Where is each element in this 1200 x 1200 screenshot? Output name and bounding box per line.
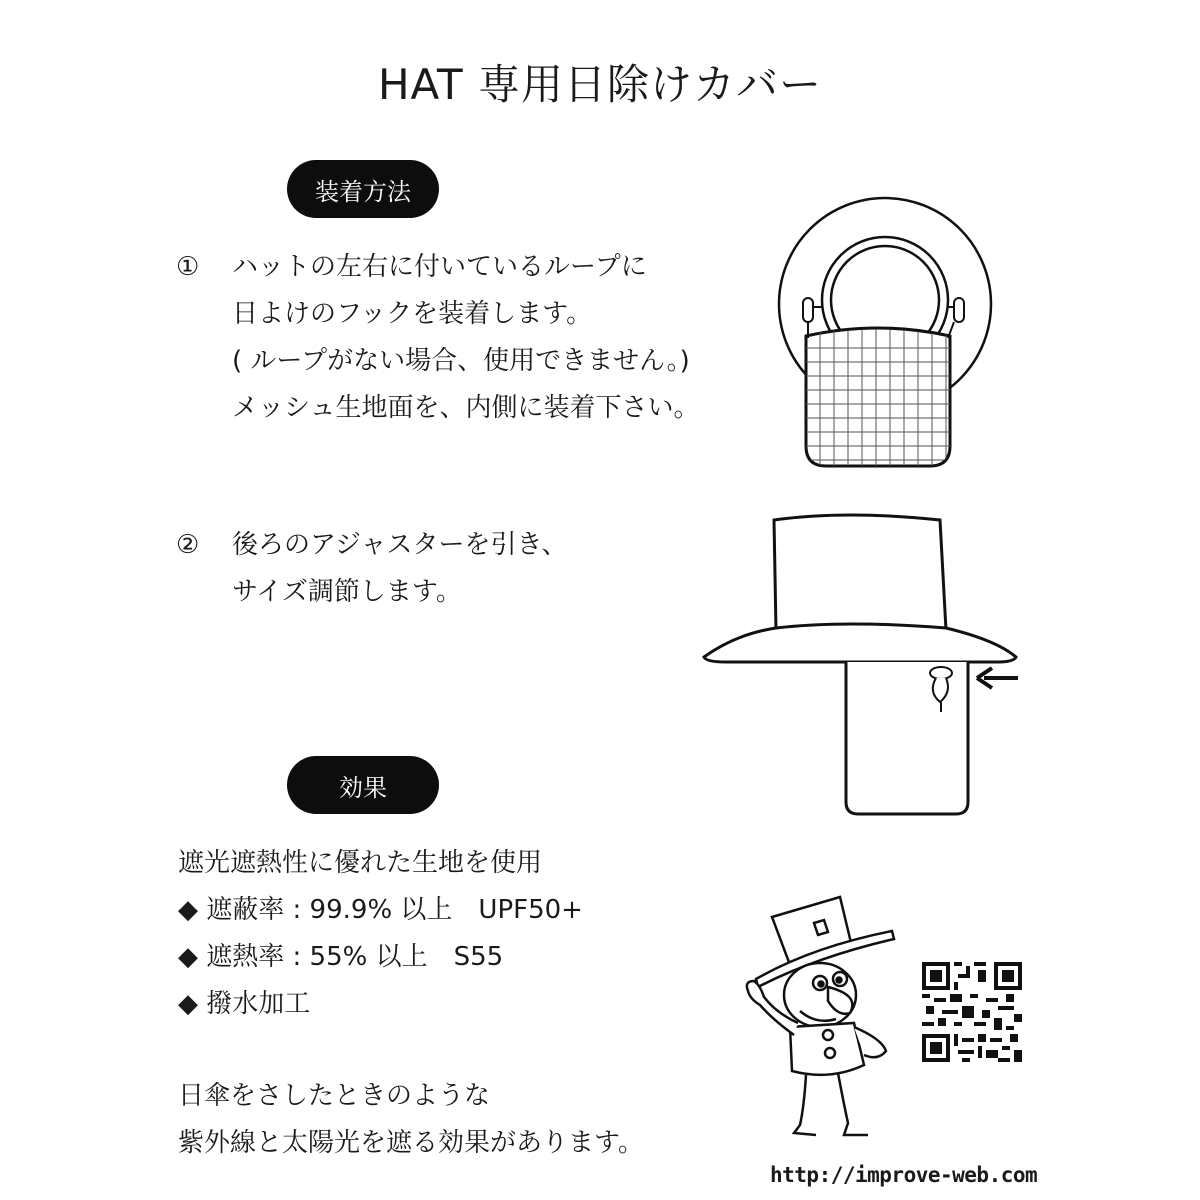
mesh-cover <box>800 316 960 476</box>
effect-item: ◆ 撥水加工 <box>178 989 311 1019</box>
section-label-method: 装着方法 <box>287 160 439 218</box>
step-1 <box>176 244 736 444</box>
closing-text <box>178 1073 644 1167</box>
step-number: ② <box>176 530 200 560</box>
section-label-effect: 効果 <box>287 756 439 814</box>
step-2-line-1: 後ろのアジャスターを引き、 <box>232 530 568 560</box>
closing-line-2: 紫外線と太陽光を遮る効果があります。 <box>178 1128 644 1158</box>
effect-intro: 遮光遮熱性に優れた生地を使用 <box>178 848 543 878</box>
step-2-line-2: サイズ調節します。 <box>232 577 462 607</box>
effects-list <box>178 840 583 1028</box>
step-number: ① <box>176 252 200 282</box>
step-1-line-4: メッシュ生地面を、内側に装着下さい。 <box>232 393 700 423</box>
website-url[interactable]: http://improve-web.com <box>770 1163 1038 1187</box>
closing-line-1: 日傘をさしたときのような <box>178 1081 491 1111</box>
hat-top-view-illustration <box>770 196 1000 486</box>
arrow-left-icon <box>977 668 1018 688</box>
effect-item: ◆ 遮熱率 : 55% 以上 S55 <box>178 942 504 972</box>
qr-code-icon <box>922 962 1022 1062</box>
step-1-line-2: 日よけのフックを装着します。 <box>232 299 593 329</box>
step-1-line-1: ハットの左右に付いているループに <box>232 252 647 282</box>
page-title: HAT 専用日除けカバー <box>377 60 823 109</box>
step-2 <box>176 522 656 622</box>
mascot-illustration <box>732 895 902 1145</box>
effect-item: ◆ 遮蔽率 : 99.9% 以上 UPF50+ <box>178 895 583 925</box>
hat-side-view-illustration <box>696 512 1026 822</box>
step-1-line-3: ( ループがない場合、使用できません。) <box>232 346 690 376</box>
